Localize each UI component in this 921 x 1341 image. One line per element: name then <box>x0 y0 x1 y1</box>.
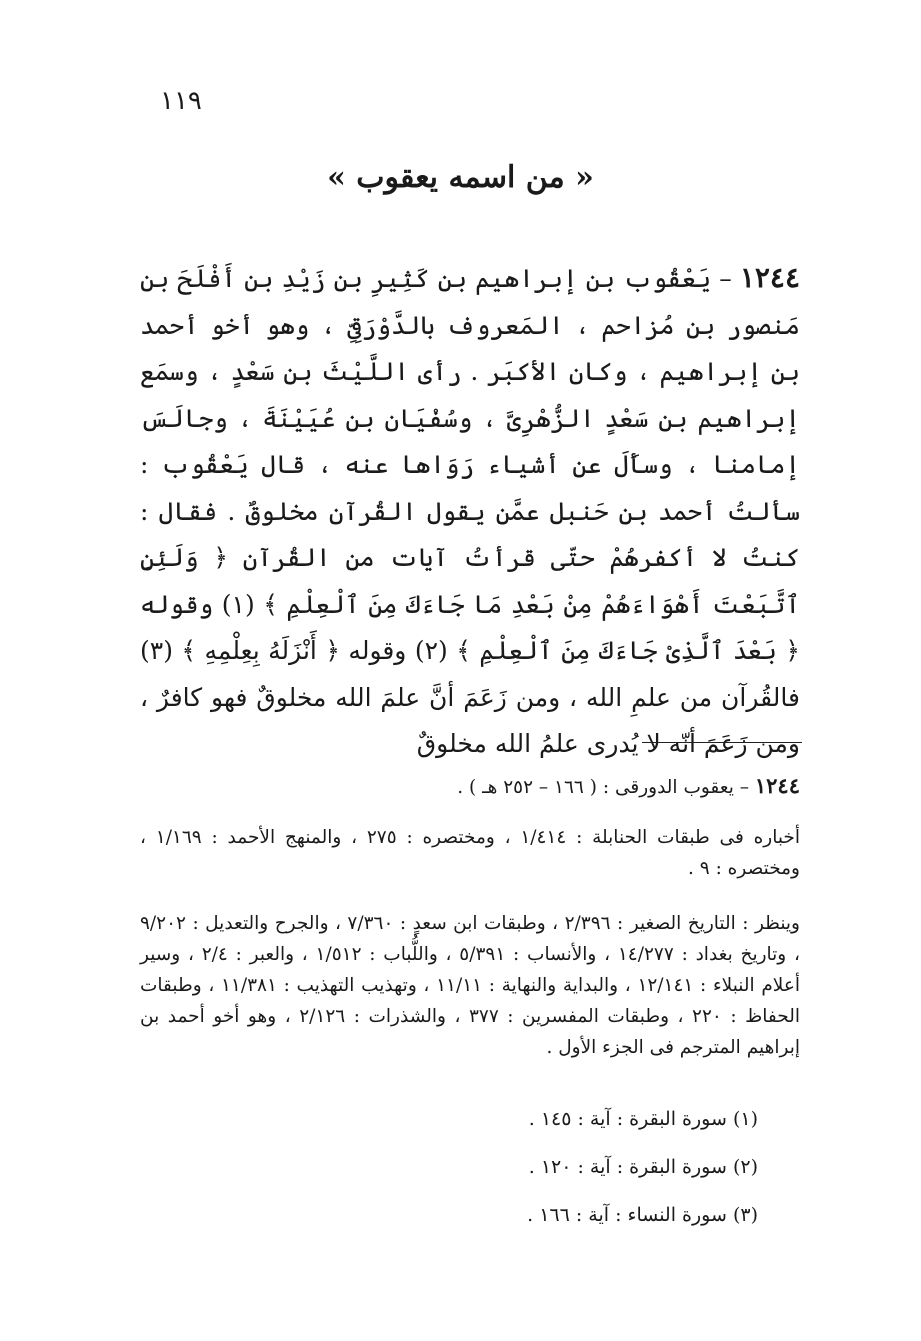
section-title: « من اسمه يعقوب » <box>327 160 594 195</box>
page-number: ١١٩ <box>160 86 202 116</box>
quran-reference-2: (٢) سورة البقرة : آية : ١٢٠ . <box>528 1156 758 1178</box>
footnote-separator <box>642 742 802 743</box>
quran-reference-3: (٣) سورة النساء : آية : ١٦٦ . <box>527 1204 758 1226</box>
entry-body <box>140 255 800 768</box>
footnote-sources-secondary: وينظر : التاريخ الصغير : ٢/٣٩٦ ، وطبقات ابن سعدٍ : ٧/٣٦٠ ، والجرح والتعديل : ٩/٢٠٢ ، وتاريخ بغداد : ١٤/٢٧٧ ، والأنساب : ٥/٣٩١ ، واللُّباب : ١/٥١٢ ، والعبر : ٢/٤ ، وسير أعلام النبلاء : ١٢/١٤١ ، والبداية والنهاية : ١١/١١ ، وتهذيب التهذيب : ١١/٣٨١ ، وطبقات الحفاظ : ٢٢٠ ، وطبقات المفسرين : ٣٧٧ ، والشذرات : ٢/١٢٦ ، وهو أخو أحمد بن إبراهيم المترجم فى الجزء الأول . <box>140 913 800 1058</box>
footnote-heading-text: – يعقوب الدورقى : ( ١٦٦ – ٢٥٢ هـ ) . <box>457 777 755 798</box>
quran-references <box>140 1108 758 1252</box>
footnote-heading <box>140 770 800 803</box>
entry-number: ١٢٤٤ <box>739 261 800 294</box>
entry-dash: – <box>711 264 740 293</box>
entry-text: يَعْقُوب بن إبراهيم بن كَثِيرِ بن زَيْدِ بن أَفْلَحَ بن مَنصور بن مُزاحم ، المَعروف بالدَّوْرَقِىِّ ، وهو أخو أحمد بن إبراهيم ، وكان الأكبَر . رأى اللَّيْثَ بن سَعْدٍ ، وسمَع إبراهيم بن سَعْدٍ الزُّهْرِىَّ ، وسُفْيَان بن عُيَيْنَةَ ، وجالَسَ إمامنا ، وسأَلَ عن أشياء رَوَاها عنه ، قال يَعْقُوب : سألتُ أحمد بن حَنبل عمَّن يقول القُرآن مخلوقٌ . فقال : كنتُ لا أكفرهُمْ حتّى قرأتُ آيات من القُرآن ﴿ وَلَئِنِ ٱتَّبَعْتَ أَهْوَاءَهُمْ مِنْ بَعْدِ مَا جَاءَكَ مِنَ ٱلْعِلْمِ ﴾ (١) وقوله ﴿ بَعْدَ ٱلَّذِىْ جَاءَكَ مِنَ ٱلْعِلْمِ ﴾ (٢) وقوله ﴿ أَنْزَلَهُ بِعِلْمِهِ ﴾ (٣) فالقُرآن من علمِ الله ، ومن زَعَمَ أنَّ علمَ الله مخلوقٌ فهو كافرٌ ، ومن زَعَمَ أنّه لا يُدرى علمُ الله مخلوقٌ <box>140 264 800 758</box>
footnote-entry-number: ١٢٤٤ <box>754 773 800 798</box>
quran-reference-1: (١) سورة البقرة : آية : ١٤٥ . <box>528 1108 758 1130</box>
footnote-sources-primary: أخباره فى طبقات الحنابلة : ١/٤١٤ ، ومختصره : ٢٧٥ ، والمنهج الأحمد : ١/١٦٩ ، ومختصره : ٩ . <box>140 827 800 879</box>
